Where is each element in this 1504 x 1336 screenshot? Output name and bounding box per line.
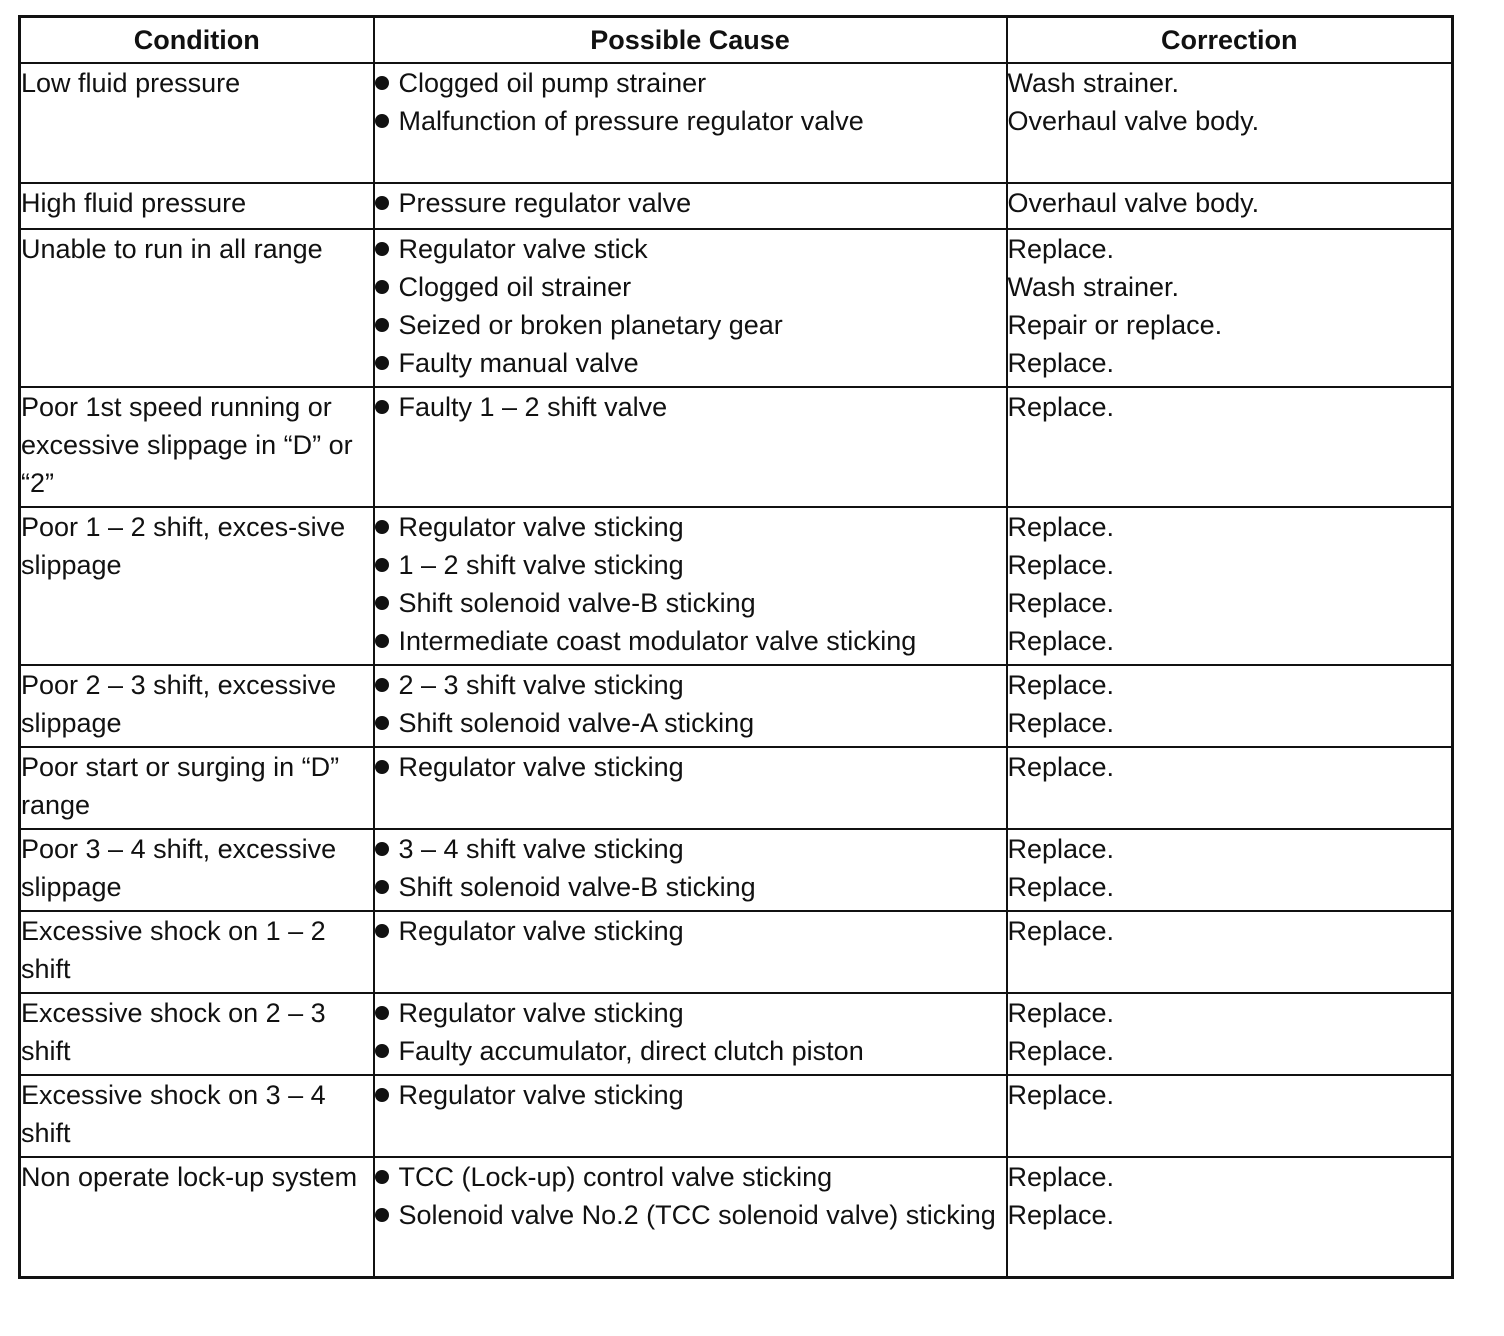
bullet-icon: [375, 1032, 399, 1070]
cause-text: Clogged oil pump strainer: [398, 68, 707, 98]
condition-cell: [20, 63, 374, 183]
cause-item: [375, 508, 1006, 546]
cause-text: 1 – 2 shift valve sticking: [398, 550, 684, 580]
table-row: [20, 1075, 1453, 1157]
condition-cell: [20, 747, 374, 829]
cause-item: [375, 344, 1006, 382]
condition-text: Poor 3 – 4 shift, excessive slippage: [21, 834, 337, 902]
correction-text: Repair or replace.: [1007, 310, 1223, 340]
condition-cell: [20, 993, 374, 1075]
bullet-icon: [375, 1076, 399, 1114]
condition-cell: [20, 229, 374, 387]
table-row: [20, 507, 1453, 665]
condition-text: Poor start or surging in “D” range: [21, 752, 340, 820]
cause-text: Seized or broken planetary gear: [398, 310, 783, 340]
bullet-icon: [375, 994, 399, 1032]
table-row: [20, 747, 1453, 829]
cause-cell: [374, 747, 1007, 829]
cause-text: Regulator valve sticking: [398, 1080, 684, 1110]
bullet-icon: [375, 230, 399, 268]
correction-cell: [1007, 747, 1453, 829]
condition-text: Excessive shock on 3 – 4 shift: [21, 1080, 326, 1148]
bullet-icon: [375, 1196, 399, 1234]
correction-cell: [1007, 911, 1453, 993]
header-condition: Condition: [20, 17, 374, 64]
correction-text: Replace.: [1007, 512, 1115, 542]
bullet-icon: [375, 268, 399, 306]
cause-item: [375, 584, 1006, 622]
condition-cell: [20, 1157, 374, 1277]
correction-cell: [1007, 387, 1453, 507]
bullet-icon: [375, 748, 399, 786]
correction-text: Replace.: [1007, 670, 1115, 700]
cause-text: TCC (Lock-up) control valve sticking: [398, 1162, 833, 1192]
cause-cell: [374, 829, 1007, 911]
correction-cell: [1007, 1075, 1453, 1157]
cause-text: Shift solenoid valve-B sticking: [398, 588, 756, 618]
cause-text: Regulator valve sticking: [398, 512, 684, 542]
condition-text: Poor 2 – 3 shift, excessive slippage: [21, 670, 337, 738]
condition-text: Excessive shock on 1 – 2 shift: [21, 916, 326, 984]
cause-cell: [374, 507, 1007, 665]
bullet-icon: [375, 830, 399, 868]
cause-cell: [374, 387, 1007, 507]
condition-cell: [20, 665, 374, 747]
bullet-icon: [375, 388, 399, 426]
table-row: [20, 665, 1453, 747]
table-row: [20, 1157, 1453, 1277]
cause-item: [375, 622, 1006, 660]
correction-text: Replace.: [1007, 348, 1115, 378]
bullet-icon: [375, 546, 399, 584]
cause-item: [375, 102, 1006, 140]
correction-text: Replace.: [1007, 752, 1115, 782]
cause-text: Intermediate coast modulator valve sticking: [398, 626, 917, 656]
table-row: [20, 63, 1453, 183]
cause-item: [375, 666, 1006, 704]
condition-cell: [20, 829, 374, 911]
cause-item: [375, 230, 1006, 268]
condition-cell: [20, 183, 374, 229]
table-row: [20, 229, 1453, 387]
bullet-icon: [375, 102, 399, 140]
cause-text: Pressure regulator valve: [398, 188, 692, 218]
table-body: [20, 63, 1453, 1277]
correction-text: Replace.: [1007, 234, 1115, 264]
cause-item: [375, 1076, 1006, 1114]
correction-cell: [1007, 183, 1453, 229]
correction-cell: [1007, 507, 1453, 665]
cause-text: Faulty accumulator, direct clutch piston: [398, 1036, 864, 1066]
cause-cell: [374, 911, 1007, 993]
cause-cell: [374, 63, 1007, 183]
bullet-icon: [375, 64, 399, 102]
table-row: [20, 993, 1453, 1075]
troubleshooting-table: [18, 15, 1454, 1279]
cause-item: [375, 912, 1006, 950]
condition-cell: [20, 911, 374, 993]
cause-cell: [374, 229, 1007, 387]
correction-text: Replace.: [1007, 1200, 1115, 1230]
condition-text: Poor 1 – 2 shift, exces-sive slippage: [21, 512, 346, 580]
correction-text: Replace.: [1007, 708, 1115, 738]
correction-text: Wash strainer.: [1007, 68, 1180, 98]
correction-text: Replace.: [1007, 998, 1115, 1028]
bullet-icon: [375, 344, 399, 382]
cause-text: Clogged oil strainer: [398, 272, 632, 302]
correction-cell: [1007, 829, 1453, 911]
cause-text: Regulator valve sticking: [398, 998, 684, 1028]
cause-item: [375, 184, 1006, 222]
bullet-icon: [375, 584, 399, 622]
correction-cell: [1007, 1157, 1453, 1277]
correction-text: Replace.: [1007, 550, 1115, 580]
bullet-icon: [375, 306, 399, 344]
cause-item: [375, 748, 1006, 786]
bullet-icon: [375, 666, 399, 704]
cause-item: [375, 704, 1006, 742]
cause-item: [375, 268, 1006, 306]
cause-text: Shift solenoid valve-A sticking: [398, 708, 755, 738]
header-correction: Correction: [1007, 17, 1453, 64]
correction-text: Wash strainer.: [1007, 272, 1180, 302]
correction-text: Replace.: [1007, 872, 1115, 902]
cause-cell: [374, 993, 1007, 1075]
correction-text: Replace.: [1007, 1162, 1115, 1192]
correction-text: Replace.: [1007, 392, 1115, 422]
cause-text: Regulator valve stick: [398, 234, 648, 264]
bullet-icon: [375, 622, 399, 660]
bullet-icon: [375, 1158, 399, 1196]
condition-text: High fluid pressure: [21, 188, 247, 218]
correction-text: Replace.: [1007, 1036, 1115, 1066]
cause-text: Faulty manual valve: [398, 348, 639, 378]
cause-cell: [374, 1075, 1007, 1157]
condition-text: Low fluid pressure: [21, 68, 241, 98]
header-row: [20, 17, 1453, 64]
correction-text: Overhaul valve body.: [1007, 188, 1260, 218]
table-row: [20, 829, 1453, 911]
cause-text: Shift solenoid valve-B sticking: [398, 872, 756, 902]
header-possible-cause: Possible Cause: [374, 17, 1007, 64]
correction-text: Replace.: [1007, 1080, 1115, 1110]
cause-item: [375, 388, 1006, 426]
cause-item: [375, 546, 1006, 584]
bullet-icon: [375, 184, 399, 222]
correction-cell: [1007, 993, 1453, 1075]
condition-cell: [20, 507, 374, 665]
cause-item: [375, 1158, 1006, 1196]
condition-text: Unable to run in all range: [21, 234, 323, 264]
correction-text: Replace.: [1007, 626, 1115, 656]
cause-text: 2 – 3 shift valve sticking: [398, 670, 684, 700]
cause-item: [375, 1032, 1006, 1070]
cause-text: 3 – 4 shift valve sticking: [398, 834, 684, 864]
bullet-icon: [375, 508, 399, 546]
correction-cell: [1007, 229, 1453, 387]
correction-text: Replace.: [1007, 916, 1115, 946]
correction-text: Overhaul valve body.: [1007, 106, 1260, 136]
cause-text: Solenoid valve No.2 (TCC solenoid valve) sticking: [398, 1200, 996, 1230]
cause-item: [375, 830, 1006, 868]
condition-text: Excessive shock on 2 – 3 shift: [21, 998, 326, 1066]
cause-item: [375, 868, 1006, 906]
cause-text: Regulator valve sticking: [398, 752, 684, 782]
correction-cell: [1007, 63, 1453, 183]
condition-text: Non operate lock-up system: [21, 1162, 358, 1192]
correction-text: Replace.: [1007, 588, 1115, 618]
cause-cell: [374, 1157, 1007, 1277]
cause-cell: [374, 183, 1007, 229]
cause-item: [375, 1196, 1006, 1234]
cause-item: [375, 994, 1006, 1032]
bullet-icon: [375, 704, 399, 742]
cause-text: Faulty 1 – 2 shift valve: [398, 392, 668, 422]
table-row: [20, 387, 1453, 507]
bullet-icon: [375, 868, 399, 906]
cause-item: [375, 64, 1006, 102]
bullet-icon: [375, 912, 399, 950]
condition-cell: [20, 1075, 374, 1157]
cause-text: Malfunction of pressure regulator valve: [398, 106, 864, 136]
cause-item: [375, 306, 1006, 344]
table-row: [20, 911, 1453, 993]
correction-text: Replace.: [1007, 834, 1115, 864]
correction-cell: [1007, 665, 1453, 747]
cause-cell: [374, 665, 1007, 747]
cause-text: Regulator valve sticking: [398, 916, 684, 946]
condition-cell: [20, 387, 374, 507]
condition-text: Poor 1st speed running or excessive slippage in “D” or “2”: [21, 392, 353, 498]
table-row: [20, 183, 1453, 229]
